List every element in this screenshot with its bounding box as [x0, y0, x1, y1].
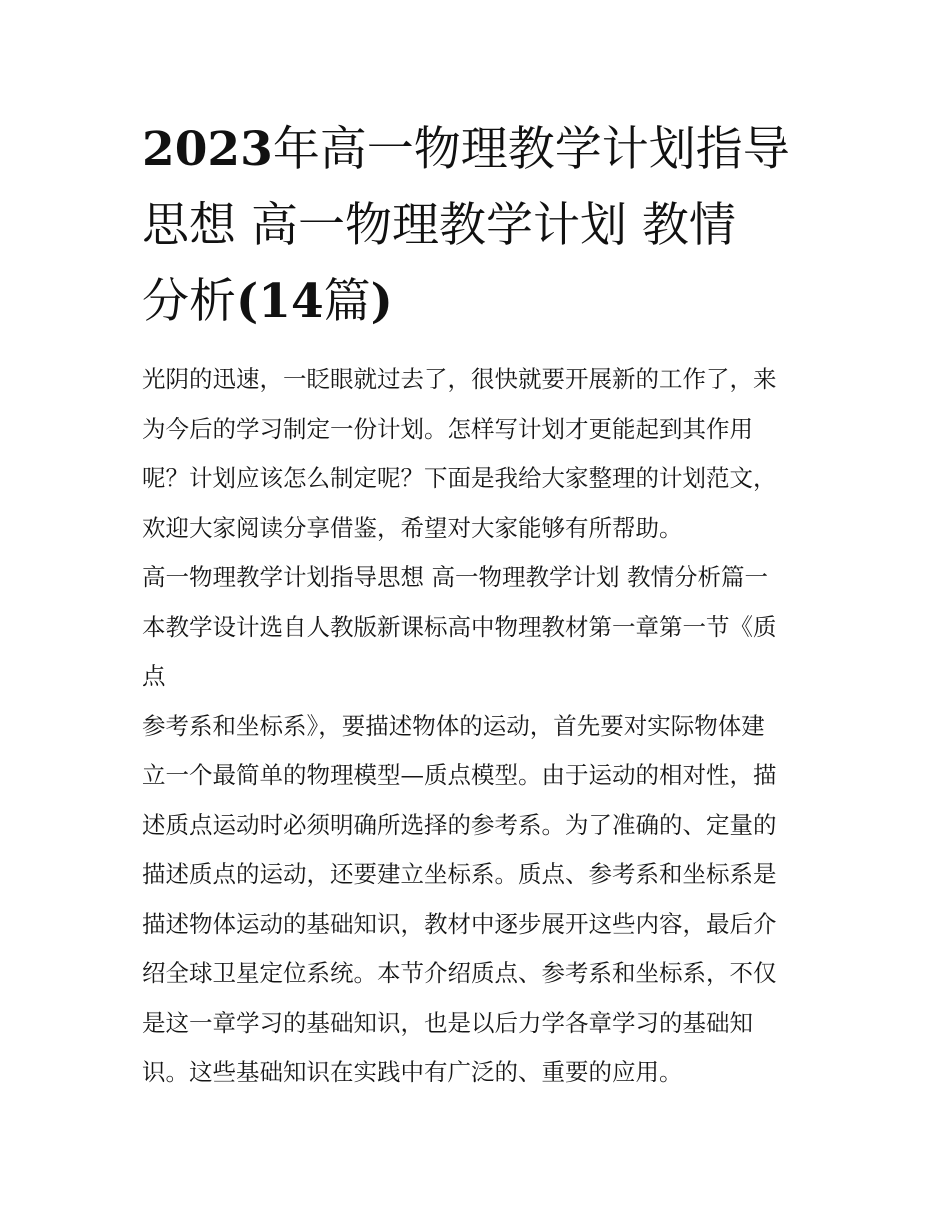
body-line: 是这一章学习的基础知识，也是以后力学各章学习的基础知 — [142, 1008, 753, 1037]
title-line-2: 思想 高一物理教学计划 教情 — [142, 198, 736, 253]
body-line: 点 — [142, 662, 166, 690]
body-line: 本教学设计选自人教版新课标高中物理教材第一章第一节《质 — [142, 612, 777, 641]
title-count-unit: 篇 — [323, 274, 371, 329]
title-count: (14 — [236, 274, 324, 329]
title-line-1 — [142, 112, 822, 188]
body-line: 欢迎大家阅读分享借鉴，希望对大家能够有所帮助。 — [142, 513, 683, 542]
body-line: 描述质点的运动，还要建立坐标系。质点、参考系和坐标系是 — [142, 860, 777, 888]
body-line: 描述物体运动的基础知识，教材中逐步展开这些内容，最后介 — [142, 909, 777, 938]
section-heading: 高一物理教学计划指导思想 高一物理教学计划 教情分析篇一 — [142, 563, 768, 591]
title-close-paren: ) — [370, 274, 393, 329]
body-line: 述质点运动时必须明确所选择的参考系。为了准确的、定量的 — [142, 810, 777, 839]
document-title — [142, 112, 822, 340]
body-line: 光阴的迅速，一眨眼就过去了，很快就要开展新的工作了，来 — [142, 365, 777, 393]
document-body — [142, 355, 822, 1098]
body-line: 为今后的学习制定一份计划。怎样写计划才更能起到其作用 — [142, 414, 753, 443]
title-line-3 — [142, 264, 822, 340]
title-line-1-text: 年高一物理教学计划指导 — [272, 122, 790, 177]
body-line: 绍全球卫星定位系统。本节介绍质点、参考系和坐标系，不仅 — [142, 959, 777, 987]
body-line: 呢？计划应该怎么制定呢？下面是我给大家整理的计划范文， — [142, 464, 777, 492]
title-year: 2023 — [142, 122, 273, 177]
body-line: 识。这些基础知识在实践中有广泛的、重要的应用。 — [142, 1058, 683, 1086]
body-line: 参考系和坐标系》，要描述物体的运动，首先要对实际物体建 — [142, 711, 765, 740]
title-line-3-text: 分析 — [142, 274, 236, 329]
body-line: 立一个最简单的物理模型—质点模型。由于运动的相对性，描 — [142, 761, 777, 789]
